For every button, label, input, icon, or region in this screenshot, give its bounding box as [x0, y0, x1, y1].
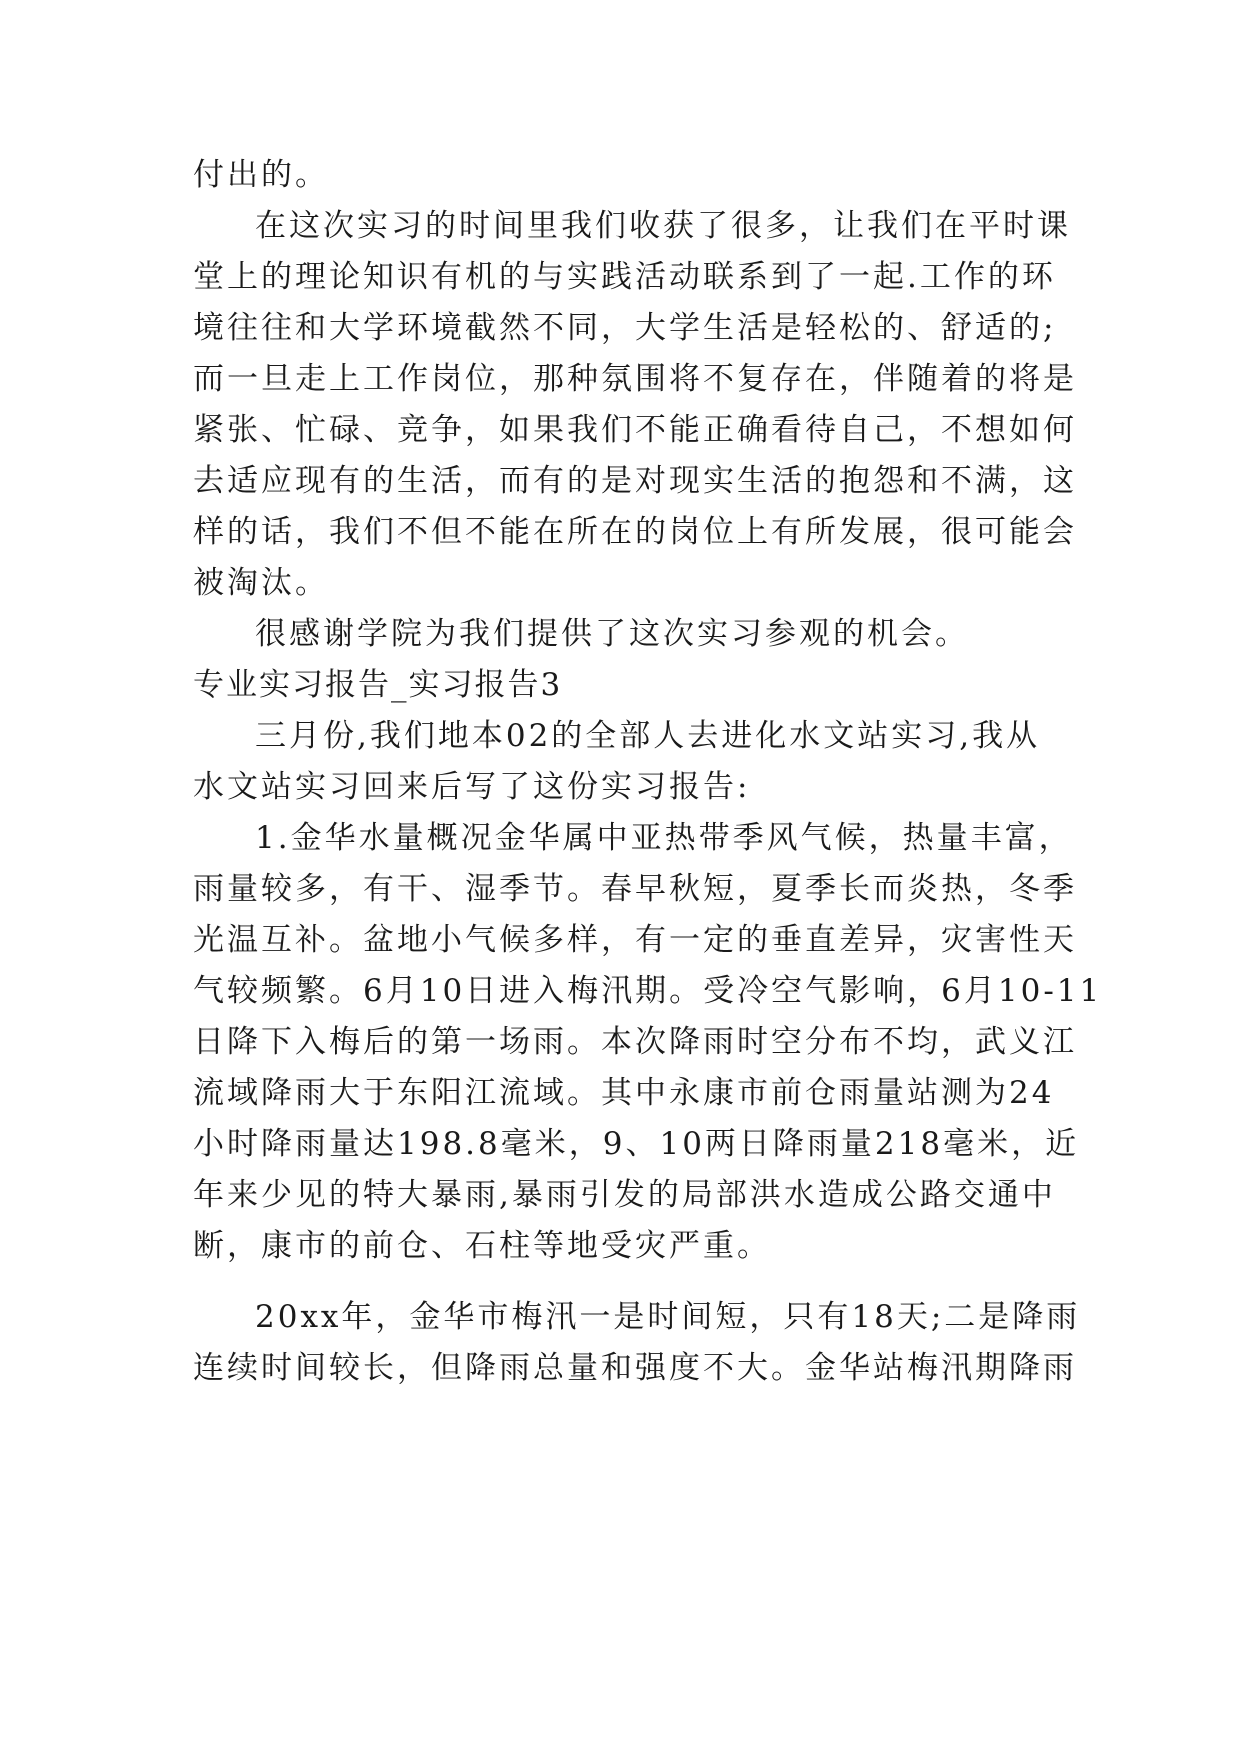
text-line: 样的话，我们不但不能在所在的岗位上有所发展，很可能会 [193, 514, 1077, 550]
text-line: 水文站实习回来后写了这份实习报告: [193, 769, 751, 805]
document-body [193, 150, 1103, 1394]
text-line: 在这次实习的时间里我们收获了很多，让我们在平时课 [255, 208, 1071, 244]
text-line: 光温互补。盆地小气候多样，有一定的垂直差异，灾害性天 [193, 922, 1077, 958]
text-line: 三月份,我们地本02的全部人去进化水文站实习,我从 [255, 718, 1041, 754]
text-line: 而一旦走上工作岗位，那种氛围将不复存在，伴随着的将是 [193, 361, 1077, 397]
paragraph-tail-line: 付出的。 [193, 157, 329, 193]
text-line: 气较频繁。6月10日进入梅汛期。受冷空气影响，6月10-11 [193, 973, 1103, 1009]
text-line: 堂上的理论知识有机的与实践活动联系到了一起.工作的环 [193, 259, 1056, 295]
text-line: 日降下入梅后的第一场雨。本次降雨时空分布不均，武义江 [193, 1024, 1077, 1060]
text-line: 境往往和大学环境截然不同，大学生活是轻松的、舒适的; [193, 310, 1057, 346]
text-line: 紧张、忙碌、竞争，如果我们不能正确看待自己，不想如何 [193, 412, 1077, 448]
text-line: 去适应现有的生活，而有的是对现实生活的抱怨和不满，这 [193, 463, 1077, 499]
text-line: 小时降雨量达198.8毫米，9、10两日降雨量218毫米，近 [193, 1126, 1080, 1162]
paragraph-internship-gains [193, 201, 1077, 609]
paragraph-intro [193, 711, 1053, 813]
paragraph-meiyu-summary [193, 1292, 1081, 1394]
text-line: 1.金华水量概况金华属中亚热带季风气候，热量丰富， [255, 820, 1073, 856]
text-line: 年来少见的特大暴雨,暴雨引发的局部洪水造成公路交通中 [193, 1177, 1056, 1213]
text-line: 被淘汰。 [193, 565, 329, 601]
text-line: 20xx年，金华市梅汛一是时间短，只有18天;二是降雨 [255, 1299, 1081, 1335]
paragraph-item-1 [193, 813, 1103, 1272]
section-heading: 专业实习报告_实习报告3 [193, 667, 563, 703]
text-line: 雨量较多，有干、湿季节。春早秋短，夏季长而炎热，冬季 [193, 871, 1077, 907]
paragraph-thanks: 很感谢学院为我们提供了这次实习参观的机会。 [255, 616, 969, 652]
text-line: 流域降雨大于东阳江流域。其中永康市前仓雨量站测为24 [193, 1075, 1055, 1111]
text-line: 断，康市的前仓、石柱等地受灾严重。 [193, 1228, 771, 1264]
text-line: 连续时间较长，但降雨总量和强度不大。金华站梅汛期降雨 [193, 1350, 1077, 1386]
